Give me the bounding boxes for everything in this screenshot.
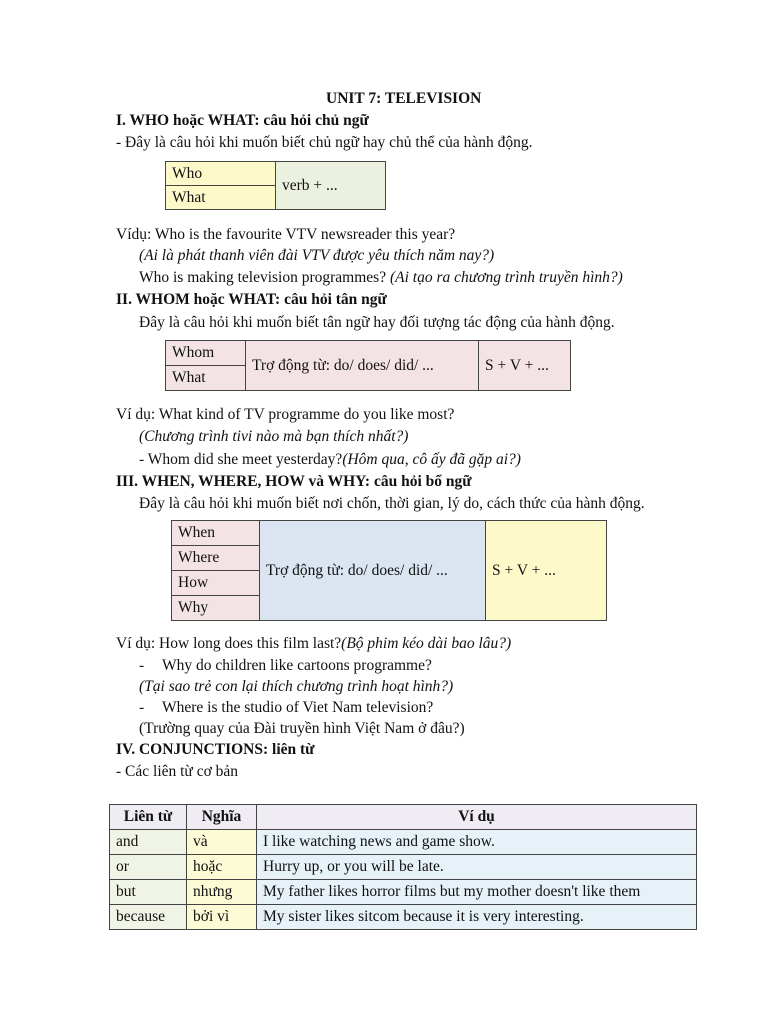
table-header: Ví dụ: [257, 805, 697, 830]
table-cell: Where: [172, 546, 260, 571]
section3-bullet1-translation: (Tại sao trẻ con lại thích chương trình hoạt hình?): [139, 678, 454, 695]
section1-example: Vídụ: Who is the favourite VTV newsreader this year?: [116, 226, 456, 243]
example-translation: (Hôm qua, cô ấy đã gặp ai?): [342, 451, 521, 468]
table-cell: and: [110, 830, 187, 855]
example-text: - Whom did she meet yesterday?: [139, 451, 343, 468]
table-cell: Why: [172, 596, 260, 621]
table-cell: I like watching news and game show.: [257, 830, 697, 855]
section2-example2: [139, 450, 521, 470]
section2-description: Đây là câu hỏi khi muốn biết tân ngữ hay đối tượng tác động của hành động.: [139, 314, 615, 331]
conjunctions-table: [109, 804, 697, 930]
section1-example2: [139, 268, 623, 288]
table-header: Nghĩa: [187, 805, 257, 830]
table-cell: My sister likes sitcom because it is very interesting.: [257, 905, 697, 930]
table-cell: How: [172, 571, 260, 596]
table-row: [110, 830, 697, 855]
section3-bullet1: Why do children like cartoons programme?: [162, 657, 432, 674]
section3-description: Đây là câu hỏi khi muốn biết nơi chốn, thời gian, lý do, cách thức của hành động.: [139, 495, 645, 512]
section2-heading: II. WHOM hoặc WHAT: câu hỏi tân ngữ: [116, 291, 387, 308]
section3-bullet2: Where is the studio of Viet Nam television?: [162, 699, 434, 716]
example-text: Who is making television programmes?: [139, 269, 387, 286]
table-cell: hoặc: [187, 855, 257, 880]
bullet-dash: -: [139, 699, 145, 716]
table-cell: Whom: [166, 341, 246, 366]
section4-heading: IV. CONJUNCTIONS: liên từ: [116, 741, 315, 758]
section2-example-translation: (Chương trình tivi nào mà bạn thích nhất?): [139, 428, 409, 445]
table-cell: và: [187, 830, 257, 855]
table-cell: verb + ...: [276, 162, 386, 210]
table-row: [110, 880, 697, 905]
table-cell: Trợ động từ: do/ does/ did/ ...: [246, 341, 479, 391]
section3-example: [116, 634, 511, 654]
section1-heading: I. WHO hoặc WHAT: câu hỏi chủ ngữ: [116, 112, 369, 129]
section4-description: - Các liên từ cơ bản: [116, 763, 239, 780]
table-cell: because: [110, 905, 187, 930]
example-translation: (Ai tạo ra chương trình truyền hình?): [389, 269, 623, 286]
section3-heading: III. WHEN, WHERE, HOW và WHY: câu hỏi bổ ngữ: [116, 473, 472, 490]
example-translation: (Bộ phim kéo dài bao lâu?): [341, 635, 512, 652]
bullet-dash: -: [139, 657, 145, 674]
section1-description: - Đây là câu hỏi khi muốn biết chủ ngữ hay chủ thể của hành động.: [116, 134, 533, 151]
section2-example: Ví dụ: What kind of TV programme do you like most?: [116, 406, 455, 423]
table-cell: but: [110, 880, 187, 905]
table-cell: When: [172, 521, 260, 546]
table-cell: S + V + ...: [479, 341, 571, 391]
table-cell: S + V + ...: [486, 521, 607, 621]
page-title: UNIT 7: TELEVISION: [326, 90, 482, 107]
table-cell: nhưng: [187, 880, 257, 905]
section3-table: [171, 520, 607, 621]
table-row: [110, 855, 697, 880]
table-cell: Trợ động từ: do/ does/ did/ ...: [260, 521, 486, 621]
section1-example-translation: (Ai là phát thanh viên đài VTV được yêu thích năm nay?): [139, 247, 495, 264]
section3-bullet2-translation: (Trường quay của Đài truyền hình Việt Nam ở đâu?): [139, 720, 465, 737]
table-cell: bởi vì: [187, 905, 257, 930]
table-cell: Hurry up, or you will be late.: [257, 855, 697, 880]
example-text: Ví dụ: How long does this film last?: [116, 635, 342, 652]
table-cell: Who: [166, 162, 276, 186]
table-cell: My father likes horror films but my mother doesn't like them: [257, 880, 697, 905]
section2-table: [165, 340, 571, 391]
table-cell: What: [166, 186, 276, 210]
section1-table: [165, 161, 386, 210]
table-cell: What: [166, 366, 246, 391]
table-cell: or: [110, 855, 187, 880]
table-row: [110, 905, 697, 930]
table-header: Liên từ: [110, 805, 187, 830]
